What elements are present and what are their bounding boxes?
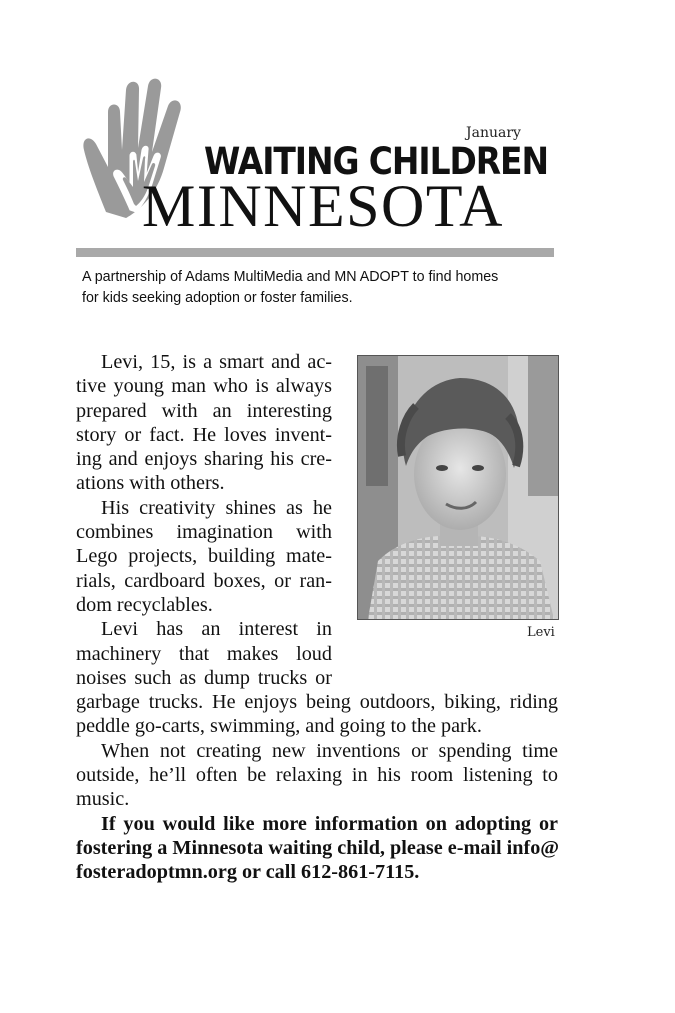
masthead-title-minnesota: MINNESOTA [142, 173, 505, 239]
article-line: ing and enjoys sharing his cre- [76, 448, 332, 471]
article-line: outside, he’ll often be relaxing in his room listening to [76, 764, 558, 787]
article-line: His creativity shines as he [101, 496, 332, 519]
article-line: ations with others. [76, 472, 225, 495]
article-line: story or fact. He loves invent- [76, 423, 332, 446]
tagline-line: A partnership of Adams MultiMedia and MN ADOPT to find homes [82, 268, 499, 285]
article-line: tive young man who is always [76, 375, 332, 398]
issue-month: January [466, 125, 521, 141]
article-line: When not creating new inventions or spending time [101, 739, 558, 762]
article-line: noises such as dump trucks or [76, 666, 332, 689]
article-line: Levi, 15, is a smart and ac- [101, 351, 332, 373]
contact-line: fosteradoptmn.org or call 612-861-7115. [76, 861, 420, 884]
article-line: prepared with an interesting [76, 399, 332, 422]
article-line: combines imagination with [76, 521, 332, 544]
masthead [0, 0, 675, 306]
divider-rule [76, 248, 554, 257]
article-line: Levi has an interest in [101, 618, 332, 641]
contact-line: If you would like more information on adopting or [101, 812, 558, 835]
tagline [82, 266, 533, 308]
tagline-line: for kids seeking adoption or foster families. [82, 289, 353, 306]
masthead-title-waiting-children: WAITING CHILDREN [204, 140, 548, 183]
article-line: garbage trucks. He enjoys being outdoors, biking, riding [76, 691, 558, 714]
article-body [76, 350, 558, 885]
article-line: rials, cardboard boxes, or ran- [76, 569, 332, 592]
article-line: Lego projects, building mate- [76, 545, 332, 568]
article-line: dom recyclables. [76, 593, 213, 616]
photo-caption: Levi [527, 625, 555, 640]
contact-line: fostering a Minnesota waiting child, please e-mail info@ [76, 836, 560, 859]
article-line: music. [76, 788, 130, 811]
article-line: peddle go-carts, swimming, and going to the park. [76, 715, 482, 738]
article-line: machinery that makes loud [76, 642, 332, 665]
